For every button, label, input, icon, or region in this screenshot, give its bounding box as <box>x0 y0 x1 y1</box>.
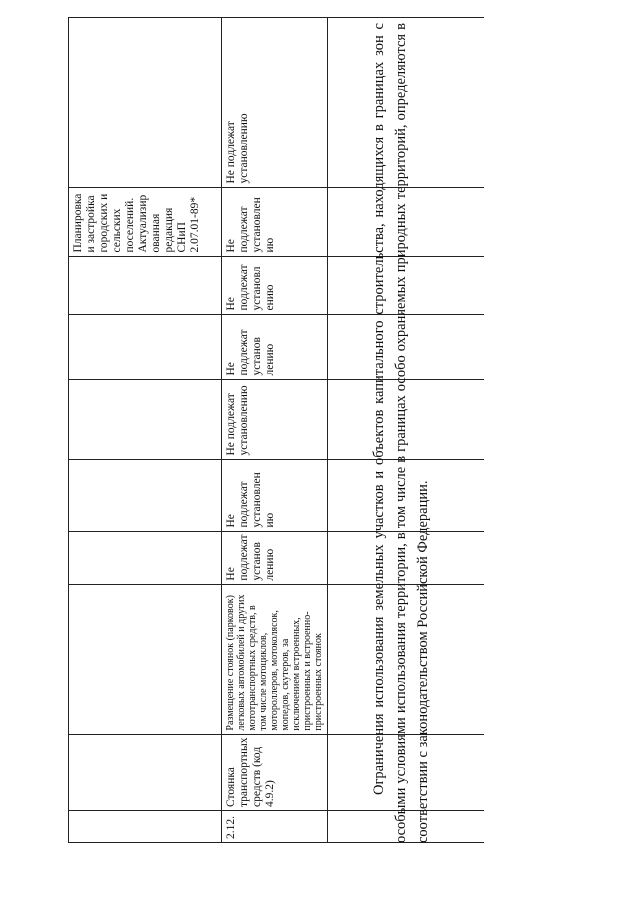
table-row-previous <box>69 17 222 842</box>
param-line: установлению <box>238 385 250 456</box>
param-cell <box>222 187 328 256</box>
param-cell <box>222 17 328 187</box>
planning-line: Актуализир <box>137 194 149 253</box>
planning-line: Планировка <box>72 193 84 253</box>
table-cell <box>69 531 222 584</box>
param-line: подлежат <box>238 329 250 376</box>
param-cell <box>222 379 328 459</box>
param-line: Не <box>225 514 237 528</box>
planning-line: сельских <box>111 208 123 253</box>
param-line: установлению <box>238 113 250 184</box>
param-line: ию <box>264 512 276 528</box>
planning-line: 2.07.01-89* <box>189 196 201 253</box>
param-line: установл <box>251 266 263 311</box>
planning-line: ованная <box>150 213 162 253</box>
table-cell <box>69 584 222 734</box>
param-line: Не подлежат <box>225 121 237 184</box>
table-cell <box>69 314 222 379</box>
param-line: подлежат <box>238 264 250 311</box>
param-line: подлежат <box>238 206 250 253</box>
restrictions-note <box>368 23 434 843</box>
param-line: Не подлежат <box>225 393 237 456</box>
planning-line: городских и <box>98 193 110 253</box>
param-line: ию <box>264 237 276 253</box>
planning-line: и застройка <box>85 195 97 253</box>
param-line: установлен <box>251 197 263 253</box>
use-description-cell: Размещение стоянок (парковок) легковых автомобилей и других мототранспортных средств, в том числе мотоциклов, мотороллеров, мотоколясок, мопедов, скутеров, за исключением встроенных, пристроенных и встроенно-пристроенных стоянок <box>222 584 328 734</box>
table-cell <box>69 17 222 187</box>
param-line: Не <box>225 239 237 253</box>
table-cell <box>69 811 222 843</box>
param-line: ению <box>264 284 276 311</box>
table-cell <box>69 459 222 531</box>
param-cell <box>222 531 328 584</box>
param-line: лению <box>264 548 276 581</box>
planning-reference-cell <box>69 187 222 256</box>
planning-line: поселений. <box>124 197 136 253</box>
param-line: подлежат <box>238 534 250 581</box>
param-cell <box>222 459 328 531</box>
note-paragraph: Ограничения использования земельных участков и объектов капитального строительства, находящихся в границах зон с особыми условиями использования территории, в том числе в границах особо охраняемых природных территорий, определяются в соответствии с законодательством Российской Федерации. <box>371 23 431 843</box>
param-line: Не <box>225 567 237 581</box>
planning-line: редакция <box>163 207 175 253</box>
param-line: лению <box>264 343 276 376</box>
row-number-cell: 2.12. <box>222 811 328 843</box>
table-cell <box>69 256 222 314</box>
param-line: установ <box>251 542 263 581</box>
param-line: установлен <box>251 472 263 528</box>
planning-line: СНиП <box>176 222 188 253</box>
table-row-parking <box>222 17 328 842</box>
param-line: Не <box>225 362 237 376</box>
param-line: Не <box>225 297 237 311</box>
param-cell <box>222 256 328 314</box>
table-cell <box>69 379 222 459</box>
param-cell <box>222 314 328 379</box>
table-cell <box>69 734 222 810</box>
use-name-cell: Стоянка транспортных средств (код 4.9.2) <box>222 734 328 810</box>
param-line: подлежат <box>238 481 250 528</box>
param-line: установ <box>251 337 263 376</box>
